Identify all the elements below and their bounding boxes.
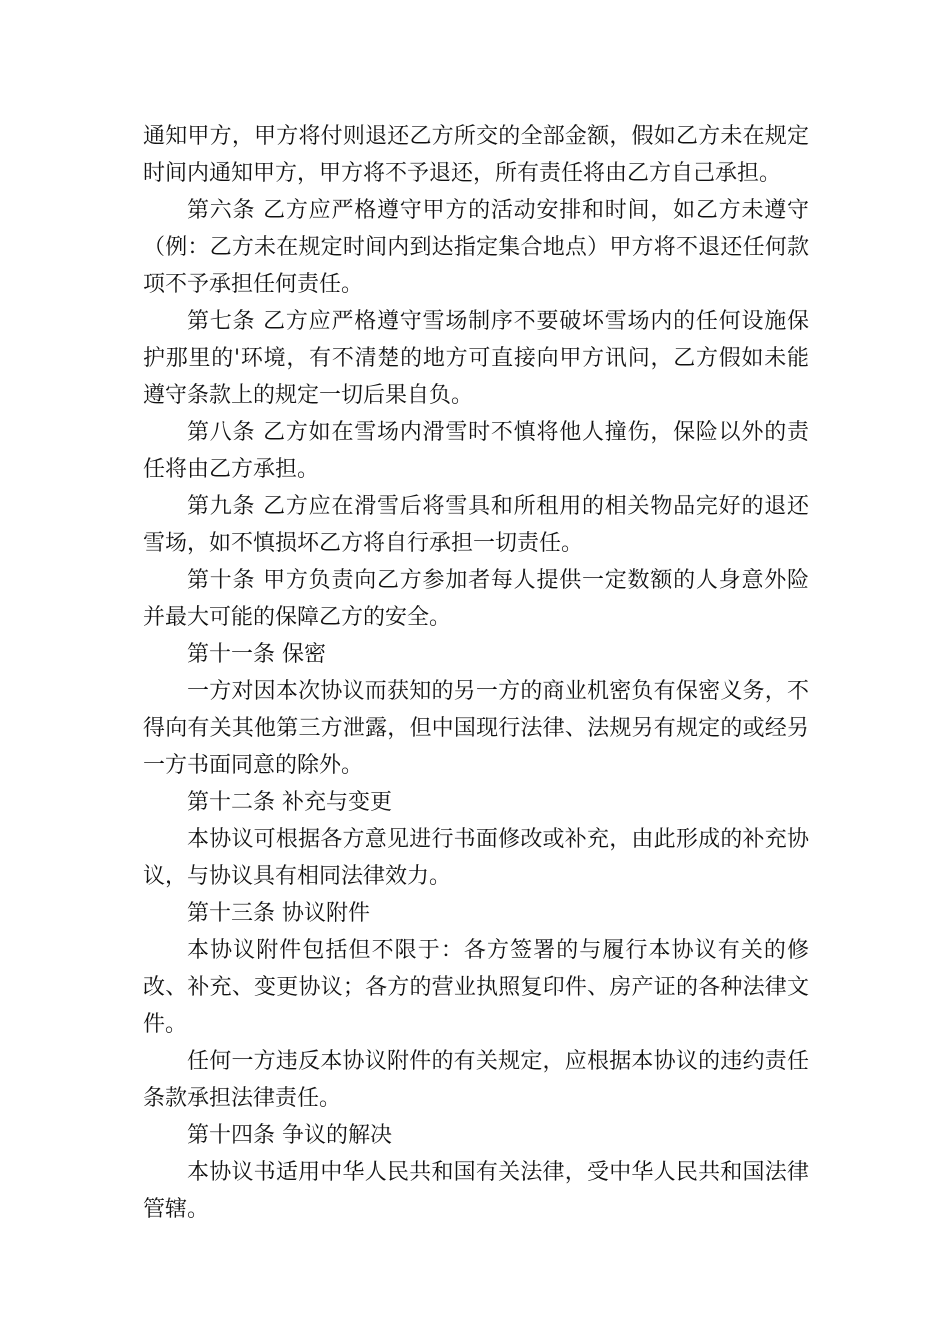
- article-11-paragraph: 一方对因本次协议而获知的另一方的商业机密负有保密义务，不得向有关其他第三方泄露，但中国现行法律、法规另有规定的或经另一方书面同意的除外。: [143, 679, 809, 778]
- article-13-heading: 第十三条 协议附件: [187, 901, 370, 926]
- article-13-paragraph: 本协议附件包括但不限于：各方签署的与履行本协议有关的修改、补充、变更协议；各方的营业执照复印件、房产证的各种法律文件。: [143, 938, 809, 1037]
- document-body: [143, 118, 809, 1228]
- article-13-paragraph-2: 任何一方违反本协议附件的有关规定，应根据本协议的违约责任条款承担法律责任。: [143, 1049, 809, 1111]
- paragraph-continuation: 通知甲方，甲方将付则退还乙方所交的全部金额，假如乙方未在规定时间内通知甲方，甲方将不予退还，所有责任将由乙方自己承担。: [143, 124, 809, 186]
- article-9-paragraph: 第九条 乙方应在滑雪后将雪具和所租用的相关物品完好的退还雪场，如不慎损坏乙方将自行承担一切责任。: [143, 494, 809, 556]
- article-12-heading: 第十二条 补充与变更: [187, 790, 392, 815]
- article-14-paragraph: 本协议书适用中华人民共和国有关法律，受中华人民共和国法律管辖。: [143, 1160, 809, 1222]
- article-6-paragraph: 第六条 乙方应严格遵守甲方的活动安排和时间，如乙方未遵守（例：乙方未在规定时间内到达指定集合地点）甲方将不退还任何款项不予承担任何责任。: [143, 198, 809, 297]
- article-10-paragraph: 第十条 甲方负责向乙方参加者每人提供一定数额的人身意外险并最大可能的保障乙方的安全。: [143, 568, 809, 630]
- article-11-heading: 第十一条 保密: [187, 642, 326, 667]
- article-7-paragraph: 第七条 乙方应严格遵守雪场制序不要破坏雪场内的任何设施保护那里的'环境，有不清楚的地方可直接向甲方讯问，乙方假如未能遵守条款上的规定一切后果自负。: [143, 309, 809, 408]
- article-8-paragraph: 第八条 乙方如在雪场内滑雪时不慎将他人撞伤，保险以外的责任将由乙方承担。: [143, 420, 809, 482]
- article-14-heading: 第十四条 争议的解决: [187, 1123, 392, 1148]
- article-12-paragraph: 本协议可根据各方意见进行书面修改或补充，由此形成的补充协议，与协议具有相同法律效力。: [143, 827, 809, 889]
